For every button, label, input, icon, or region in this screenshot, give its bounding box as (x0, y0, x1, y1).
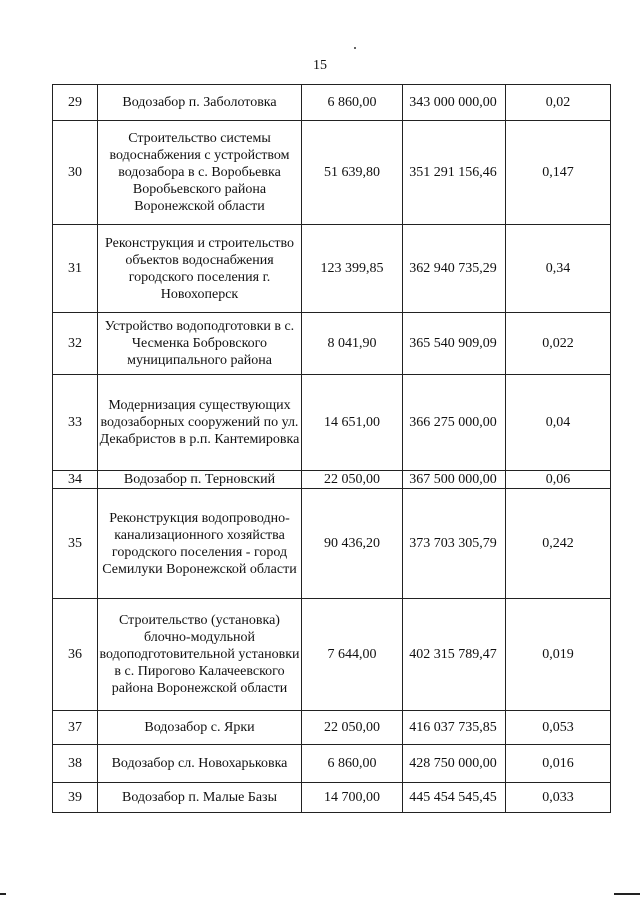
table-row (53, 225, 611, 313)
value-c-cell: 0,04 (506, 375, 611, 471)
value-b-cell: 362 940 735,29 (403, 225, 506, 313)
value-b-cell: 402 315 789,47 (403, 599, 506, 711)
value-c-cell: 0,016 (506, 745, 611, 783)
value-b-cell: 416 037 735,85 (403, 711, 506, 745)
table-body (53, 85, 611, 813)
value-b-cell: 428 750 000,00 (403, 745, 506, 783)
value-a-cell: 14 651,00 (302, 375, 403, 471)
value-a-cell: 8 041,90 (302, 313, 403, 375)
value-a-cell: 90 436,20 (302, 489, 403, 599)
value-c-cell: 0,02 (506, 85, 611, 121)
value-c-cell: 0,242 (506, 489, 611, 599)
row-number-cell: 31 (53, 225, 98, 313)
table-row (53, 313, 611, 375)
table-row (53, 599, 611, 711)
value-a-cell: 22 050,00 (302, 711, 403, 745)
value-b-cell: 351 291 156,46 (403, 121, 506, 225)
row-number-cell: 35 (53, 489, 98, 599)
value-a-cell: 51 639,80 (302, 121, 403, 225)
water-supply-table (52, 84, 611, 813)
object-name-cell: Водозабор сл. Новохарьковка (98, 745, 302, 783)
object-name-cell: Водозабор с. Ярки (98, 711, 302, 745)
row-number-cell: 29 (53, 85, 98, 121)
table-row (53, 471, 611, 489)
row-number-cell: 32 (53, 313, 98, 375)
table-row (53, 375, 611, 471)
row-number-cell: 39 (53, 783, 98, 813)
table-row (53, 783, 611, 813)
value-b-cell: 373 703 305,79 (403, 489, 506, 599)
value-b-cell: 445 454 545,45 (403, 783, 506, 813)
table-row (53, 745, 611, 783)
row-number-cell: 30 (53, 121, 98, 225)
table-row (53, 85, 611, 121)
value-a-cell: 7 644,00 (302, 599, 403, 711)
value-b-cell: 365 540 909,09 (403, 313, 506, 375)
value-b-cell: 366 275 000,00 (403, 375, 506, 471)
table-row (53, 711, 611, 745)
value-c-cell: 0,053 (506, 711, 611, 745)
object-name-cell: Строительство (установка) блочно-модульной водоподготовительной установки в с. Пирогово Калачеевского района Воронежской области (98, 599, 302, 711)
object-name-cell: Водозабор п. Терновский (98, 471, 302, 489)
value-a-cell: 14 700,00 (302, 783, 403, 813)
object-name-cell: Модернизация существующих водозаборных сооружений по ул. Декабристов в р.п. Кантемировка (98, 375, 302, 471)
object-name-cell: Водозабор п. Малые Базы (98, 783, 302, 813)
value-a-cell: 123 399,85 (302, 225, 403, 313)
value-a-cell: 6 860,00 (302, 745, 403, 783)
value-a-cell: 22 050,00 (302, 471, 403, 489)
value-b-cell: 367 500 000,00 (403, 471, 506, 489)
object-name-cell: Реконструкция и строительство объектов водоснабжения городского поселения г. Новохоперск (98, 225, 302, 313)
object-name-cell: Реконструкция водопроводно-канализационного хозяйства городского поселения - город Семилуки Воронежской области (98, 489, 302, 599)
row-number-cell: 33 (53, 375, 98, 471)
object-name-cell: Устройство водоподготовки в с. Чесменка Бобровского муниципального района (98, 313, 302, 375)
table-row (53, 489, 611, 599)
row-number-cell: 37 (53, 711, 98, 745)
value-c-cell: 0,033 (506, 783, 611, 813)
scan-speck (354, 47, 356, 49)
object-name-cell: Водозабор п. Заболотовка (98, 85, 302, 121)
row-number-cell: 38 (53, 745, 98, 783)
object-name-cell: Строительство системы водоснабжения с устройством водозабора в с. Воробьевка Воробьевского района Воронежской области (98, 121, 302, 225)
table-row (53, 121, 611, 225)
value-c-cell: 0,147 (506, 121, 611, 225)
row-number-cell: 34 (53, 471, 98, 489)
row-number-cell: 36 (53, 599, 98, 711)
value-b-cell: 343 000 000,00 (403, 85, 506, 121)
value-c-cell: 0,019 (506, 599, 611, 711)
page-number: 15 (313, 58, 327, 73)
value-c-cell: 0,06 (506, 471, 611, 489)
value-c-cell: 0,022 (506, 313, 611, 375)
scan-edge-mark (0, 893, 640, 895)
value-a-cell: 6 860,00 (302, 85, 403, 121)
value-c-cell: 0,34 (506, 225, 611, 313)
